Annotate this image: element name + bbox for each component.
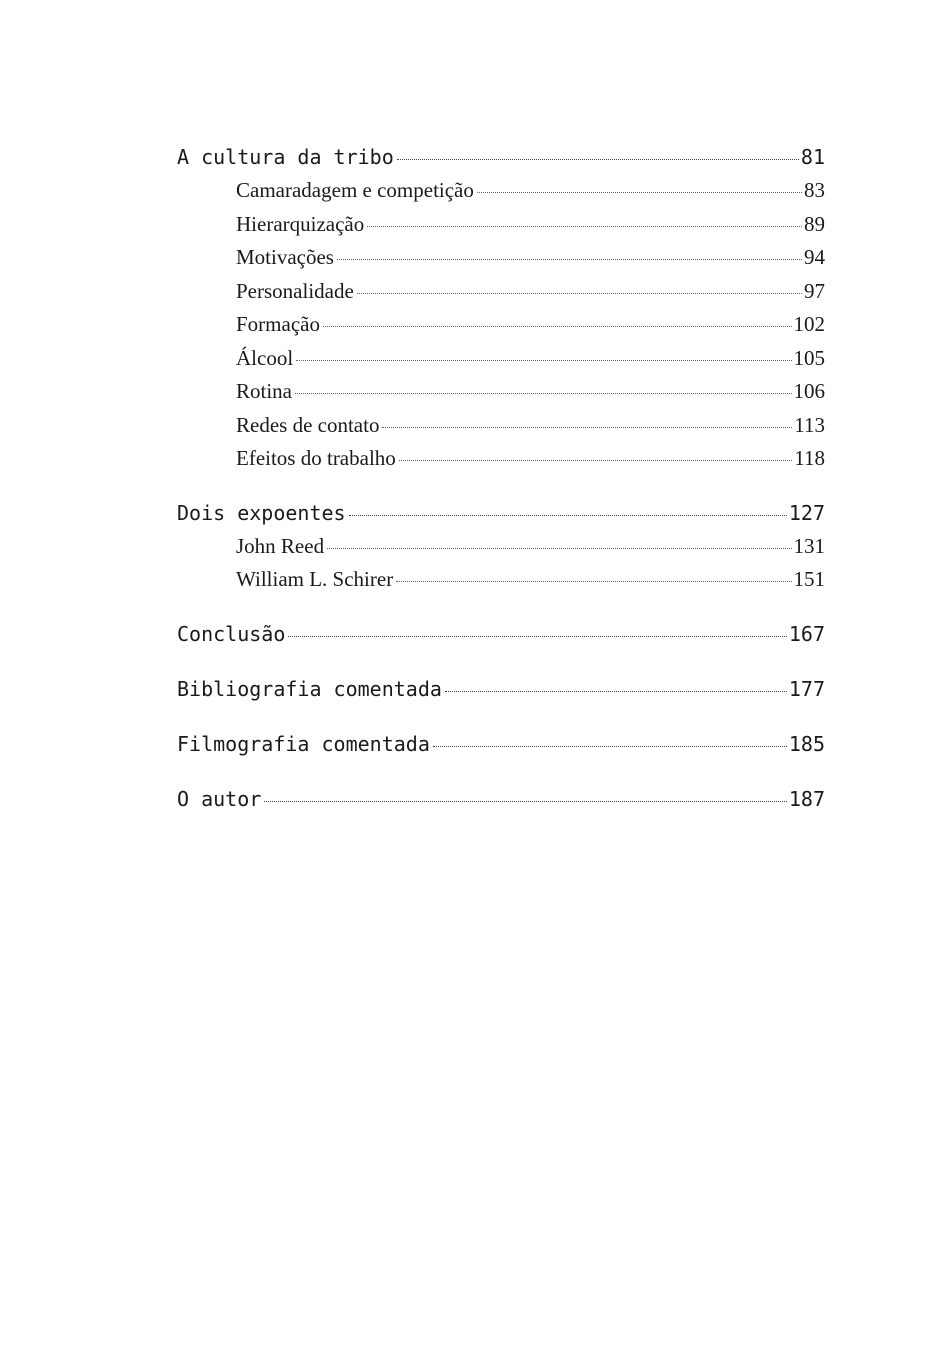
toc-chapter-title: A cultura da tribo — [177, 145, 394, 169]
toc-page-number: 89 — [804, 211, 825, 236]
dot-leader — [445, 691, 787, 692]
table-of-contents — [177, 140, 825, 816]
dot-leader — [397, 159, 799, 160]
dot-leader — [296, 360, 791, 361]
toc-chapter-title: Conclusão — [177, 621, 286, 646]
toc-page-number: 187 — [788, 786, 825, 811]
toc-chapter-bibliografia[interactable] — [177, 672, 825, 706]
toc-chapter-title: O autor — [177, 786, 262, 811]
toc-entry-efeitos-do-trabalho[interactable] — [177, 442, 825, 476]
toc-page-number: 118 — [794, 446, 825, 470]
dot-leader — [288, 636, 787, 637]
toc-page-number: 106 — [793, 379, 825, 403]
toc-entry-camaradagem[interactable] — [177, 174, 825, 208]
toc-entry-title: Formação — [236, 312, 320, 336]
dot-leader — [349, 515, 787, 516]
toc-page-number: 97 — [804, 278, 825, 303]
dot-leader — [323, 326, 792, 327]
toc-entry-formacao[interactable] — [177, 308, 825, 342]
toc-chapter-a-cultura-da-tribo[interactable] — [177, 140, 825, 174]
dot-leader — [382, 427, 792, 428]
toc-entry-title: Personalidade — [236, 278, 354, 303]
toc-entry-title: Camaradagem e competição — [236, 178, 474, 202]
dot-leader — [399, 460, 792, 461]
toc-entry-hierarquizacao[interactable] — [177, 208, 825, 242]
dot-leader — [357, 293, 802, 294]
toc-page-number: 102 — [793, 312, 825, 336]
toc-chapter-conclusao[interactable] — [177, 617, 825, 651]
toc-page-number: 167 — [788, 621, 825, 646]
dot-leader — [477, 192, 802, 193]
toc-chapter-title: Bibliografia comentada — [177, 676, 442, 701]
toc-entry-title: Motivações — [236, 245, 334, 269]
toc-page-number: 131 — [793, 533, 825, 558]
dot-leader — [396, 581, 791, 582]
toc-chapter-dois-expoentes[interactable] — [177, 496, 825, 530]
toc-chapter-title: Filmografia comentada — [177, 731, 430, 756]
dot-leader — [433, 746, 787, 747]
dot-leader — [337, 259, 802, 260]
toc-entry-title: Hierarquização — [236, 211, 365, 236]
toc-page-number: 185 — [788, 731, 825, 756]
toc-page-number: 105 — [793, 345, 825, 370]
dot-leader — [264, 801, 787, 802]
toc-page-number: 127 — [788, 500, 825, 525]
toc-chapter-filmografia[interactable] — [177, 727, 825, 761]
dot-leader — [295, 393, 792, 394]
toc-entry-william-schirer[interactable] — [177, 563, 825, 597]
toc-chapter-title: Dois expoentes — [177, 500, 346, 525]
toc-entry-title: Rotina — [236, 379, 292, 403]
toc-entry-title: William L. Schirer — [236, 567, 394, 591]
dot-leader — [327, 548, 791, 549]
toc-page-number: 83 — [804, 178, 825, 202]
toc-entry-john-reed[interactable] — [177, 530, 825, 564]
toc-entry-personalidade[interactable] — [177, 275, 825, 309]
toc-entry-redes-de-contato[interactable] — [177, 409, 825, 443]
toc-page-number: 81 — [800, 145, 825, 169]
toc-entry-title: Efeitos do trabalho — [236, 446, 396, 470]
dot-leader — [367, 226, 802, 227]
toc-entry-motivacoes[interactable] — [177, 241, 825, 275]
toc-page-number: 177 — [788, 676, 825, 701]
toc-entry-title: Álcool — [236, 345, 294, 370]
toc-entry-alcool[interactable] — [177, 342, 825, 376]
toc-page-number: 94 — [804, 245, 825, 269]
toc-chapter-o-autor[interactable] — [177, 782, 825, 816]
toc-entry-title: Redes de contato — [236, 412, 380, 437]
toc-entry-title: John Reed — [236, 533, 325, 558]
toc-entry-rotina[interactable] — [177, 375, 825, 409]
toc-page-number: 151 — [793, 567, 825, 591]
toc-page-number: 113 — [794, 412, 825, 437]
